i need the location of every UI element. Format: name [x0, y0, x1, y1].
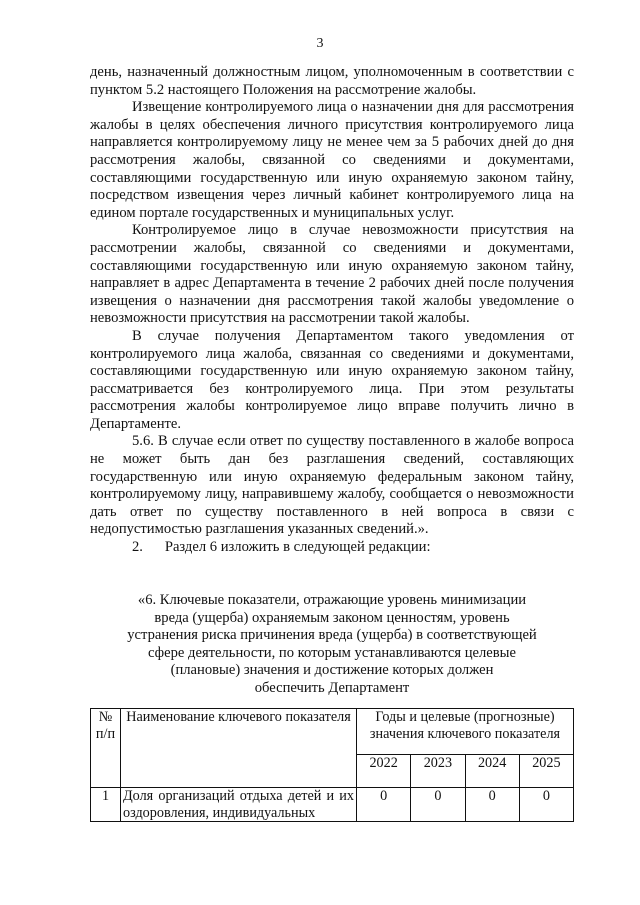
column-header-years: Годы и целевые (прогнозные) значения ключевого показателя [357, 709, 574, 755]
paragraph: 5.6. В случае если ответ по существу поставленного в жалобе вопроса не может быть дан без разглашения сведений, составляющих государственную или иную охраняемую федеральным законом тайну, контролируемому лицу, направившему жалобу, сообщается о невозможности дать ответ по существу поставленного в ней вопроса в связи с недопустимостью разглашения указанных сведений.». [90, 433, 574, 538]
year-header: 2022 [357, 755, 411, 788]
heading-line: (плановые) значения и достижение которых должен [170, 662, 494, 679]
page-bottom-margin [0, 830, 640, 905]
key-indicators-table [90, 708, 574, 822]
indicator-name: Доля организаций отдыха детей и их оздоровления, индивидуальных [121, 788, 357, 822]
heading-line: сфере деятельности, по которым устанавливаются целевые [148, 644, 516, 661]
paragraph: В случае получения Департаментом такого уведомления от контролируемого лица жалоба, связанная со сведениями и документами, составляющими государственную или иную охраняемую законом тайну, рассматривается без контролируемого лица. При этом результаты рассмотрения жалобы контролируемое лицо вправе получить лично в Департаменте. [90, 327, 574, 432]
indicator-value: 0 [357, 788, 411, 822]
section-heading [90, 592, 574, 698]
paragraph: 2. Раздел 6 изложить в следующей редакции: [132, 539, 431, 556]
indicator-value: 0 [465, 788, 519, 822]
heading-line: устранения риска причинения вреда (ущерба) в соответствующей [127, 627, 537, 644]
year-header: 2024 [465, 755, 519, 788]
column-header-number: № п/п [91, 709, 121, 788]
paragraph: день, назначенный должностным лицом, уполномоченным в соответствии с пунктом 5.2 настоящего Положения на рассмотрение жалобы. [90, 64, 574, 98]
table-row [91, 788, 574, 822]
indicator-value: 0 [519, 788, 573, 822]
year-header: 2025 [519, 755, 573, 788]
column-header-name: Наименование ключевого показателя [121, 709, 357, 788]
paragraph: Контролируемое лицо в случае невозможности присутствия на рассмотрении жалобы, связанной со сведениями и документами, составляющими государственную или иную охраняемую законом тайну, направляет в адрес Департамента в течение 2 рабочих дней после получения извещения о назначении дня рассмотрения такой жалобы уведомление о невозможности присутствия на рассмотрении такой жалобы. [90, 222, 574, 327]
indicator-value: 0 [411, 788, 465, 822]
body-text [90, 64, 574, 557]
heading-line: вреда (ущерба) охраняемым законом ценностям, уровень [154, 609, 510, 626]
page-number: 3 [316, 36, 324, 51]
heading-line: обеспечить Департамент [254, 679, 410, 696]
paragraph: Извещение контролируемого лица о назначении дня для рассмотрения жалобы в целях обеспечения личного присутствия контролируемого лица направляется контролируемому лицу не менее чем за 5 рабочих дней до дня рассмотрения жалобы, связанной со сведениями и документами, составляющими государственную или иную охраняемую законом тайну, посредством извещения через личный кабинет контролируемого лица на едином портале государственных и муниципальных услуг. [90, 99, 574, 221]
heading-line: «6. Ключевые показатели, отражающие уровень минимизации [137, 592, 527, 608]
year-header: 2023 [411, 755, 465, 788]
row-number: 1 [91, 788, 121, 822]
